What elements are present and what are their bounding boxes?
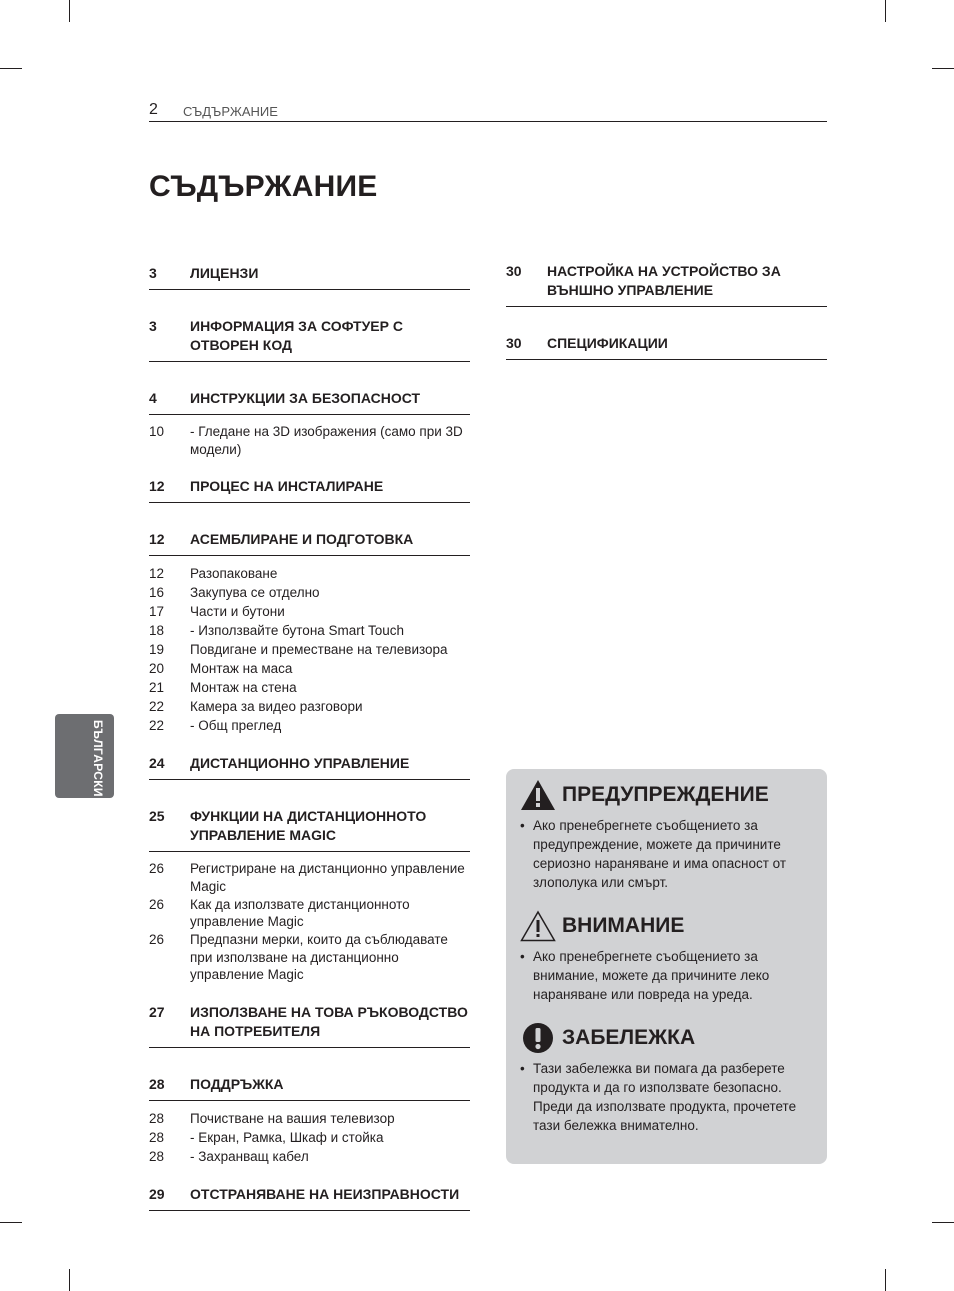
note-label: ЗАБЕЛЕЖКА (562, 1026, 696, 1049)
toc-sub-title: Разопаковане (190, 566, 278, 581)
toc-sub-entry (149, 621, 470, 640)
toc-section-heading (149, 530, 470, 556)
toc-page-number: 28 (149, 1148, 165, 1164)
toc-sub-title: Как да използвате дистанционното управление Magic (190, 896, 410, 929)
toc-page-number: 28 (149, 1075, 165, 1092)
toc-page-number: 29 (149, 1185, 165, 1202)
toc-sub-entry (149, 716, 470, 735)
toc-sub-entry (149, 697, 470, 716)
toc-sub-entry (149, 1109, 470, 1128)
toc-sub-title: - Общ преглед (190, 718, 282, 733)
toc-page-number: 21 (149, 680, 165, 695)
crop-mark (885, 0, 886, 22)
toc-section-heading (149, 1185, 470, 1211)
crop-mark (69, 0, 70, 22)
toc-page-number: 12 (149, 478, 165, 494)
toc-section-title: НАСТРОЙКА НА УСТРОЙСТВО ЗА ВЪНШНО УПРАВЛЕНИЕ (547, 263, 781, 298)
safety-notes-box (506, 769, 827, 1164)
toc-page-number: 27 (149, 1003, 165, 1020)
toc-page-number: 30 (506, 335, 522, 351)
crop-mark (932, 1222, 954, 1223)
toc-page-number: 4 (149, 390, 157, 406)
crop-mark (0, 1222, 22, 1223)
toc-section-title: ЛИЦЕНЗИ (190, 265, 259, 281)
running-header: СЪДЪРЖАНИЕ (183, 104, 278, 119)
toc-page-number: 20 (149, 661, 165, 676)
toc-sub-title: Повдигане и преместване на телевизора (190, 642, 448, 657)
toc-sub-entry (149, 659, 470, 678)
crop-mark (932, 68, 954, 69)
toc-page-number: 10 (149, 424, 165, 439)
toc-sub-entry (149, 1128, 470, 1147)
toc-section-heading (149, 1075, 470, 1101)
page-number: 2 (149, 101, 158, 118)
note-remark: ЗАБЕЛЕЖКА • Тази забележка ви помага да разберете продукта и да го използвате безопасно. Преди да използвате продукта, прочетете тази бележка внимателно. (520, 1020, 813, 1135)
crop-mark (0, 68, 22, 69)
toc-section-heading (149, 1003, 470, 1048)
header-rule (149, 121, 827, 122)
toc-sub-title: - Захранващ кабел (190, 1148, 309, 1164)
crop-mark (69, 1269, 70, 1291)
toc-sub-title: Закупува се отделно (190, 585, 320, 600)
warning-triangle-filled-icon (520, 778, 556, 812)
toc-section-heading (506, 262, 827, 307)
toc-sub-title: Камера за видео разговори (190, 699, 363, 714)
note-text: Ако пренебрегнете съобщението за предупреждение, можете да причините сериозно нараняване и има опасност от злополука или смърт. (533, 818, 787, 890)
toc-sub-entry (149, 1147, 470, 1166)
toc-section-title: ИНСТРУКЦИИ ЗА БЕЗОПАСНОСТ (190, 390, 421, 406)
toc-section-title: ПОДДРЪЖКА (190, 1075, 284, 1092)
toc-sub-title: Монтаж на маса (190, 661, 293, 676)
toc-sub-entry (149, 602, 470, 621)
toc-sub-entry (149, 678, 470, 697)
toc-sub-title: - Гледане на 3D изображения (само при 3D модели) (190, 424, 463, 457)
note-label: ПРЕДУПРЕЖДЕНИЕ (562, 783, 769, 806)
toc-section-title: ОТСТРАНЯВАНЕ НА НЕИЗПРАВНОСТИ (190, 1185, 460, 1202)
toc-right-column (506, 262, 827, 368)
toc-sub-entry (149, 583, 470, 602)
toc-sub-title: Части и бутони (190, 604, 285, 619)
toc-sub-title: - Използвайте бутона Smart Touch (190, 623, 405, 638)
note-text: Тази забележка ви помага да разберете продукта и да го използвате безопасно. Преди да използвате продукта, прочетете тази бележка внимателно. (533, 1061, 797, 1133)
note-label: ВНИМАНИЕ (562, 914, 685, 937)
toc-section-heading (149, 389, 470, 415)
toc-sub-entry (149, 423, 470, 458)
toc-section-title: ПРОЦЕС НА ИНСТАЛИРАНЕ (190, 478, 384, 494)
toc-page-number: 24 (149, 755, 165, 771)
toc-sub-title: Монтаж на стена (190, 680, 297, 695)
crop-mark (885, 1269, 886, 1291)
toc-page-number: 12 (149, 531, 165, 547)
toc-page-number: 18 (149, 623, 165, 638)
toc-page-number: 28 (149, 1129, 165, 1145)
language-tab-label: БЪЛГАРСКИ (91, 720, 105, 797)
toc-sub-entry (149, 640, 470, 659)
toc-section-heading (149, 264, 470, 290)
toc-section-title: ИЗПОЛЗВАНЕ НА ТОВА РЪКОВОДСТВО НА ПОТРЕБИТЕЛЯ (190, 1003, 468, 1039)
toc-page-number: 3 (149, 318, 157, 334)
toc-page-number: 16 (149, 585, 165, 600)
toc-section-heading (506, 334, 827, 360)
toc-sub-title: Предпазни мерки, които да съблюдавате при използване на дистанционно управление Magic (190, 932, 448, 982)
note-caution: ВНИМАНИЕ • Ако пренебрегнете съобщението за внимание, можете да причините леко нараняване или повреда на уреда. (520, 908, 813, 1004)
toc-left-column (149, 264, 470, 1219)
toc-sub-entry (149, 860, 470, 895)
toc-sub-title: Регистриране на дистанционно управление Magic (190, 861, 465, 894)
toc-page-number: 26 (149, 861, 165, 876)
note-circle-icon (520, 1021, 556, 1055)
toc-section-heading (149, 317, 470, 362)
toc-page-number: 28 (149, 1110, 165, 1126)
toc-section-title: АСЕМБЛИРАНЕ И ПОДГОТОВКА (190, 531, 414, 547)
toc-page-number: 19 (149, 642, 165, 657)
toc-page-number: 22 (149, 718, 165, 733)
toc-section-heading (149, 754, 470, 780)
toc-page-number: 12 (149, 566, 165, 581)
toc-page-number: 26 (149, 932, 165, 947)
toc-page-number: 26 (149, 896, 165, 912)
toc-sub-entry (149, 896, 470, 931)
toc-sub-title: Почистване на вашия телевизор (190, 1110, 395, 1126)
toc-sub-entry (149, 931, 470, 984)
toc-page-number: 25 (149, 808, 165, 824)
toc-page-number: 30 (506, 263, 522, 279)
language-tab (55, 714, 114, 798)
toc-section-title: ФУНКЦИИ НА ДИСТАНЦИОННОТО УПРАВЛЕНИЕ MAGIC (190, 808, 427, 843)
toc-page-number: 17 (149, 604, 165, 619)
toc-section-title: ИНФОРМАЦИЯ ЗА СОФТУЕР С ОТВОРЕН КОД (190, 318, 403, 353)
toc-sub-title: - Екран, Рамка, Шкаф и стойка (190, 1129, 384, 1145)
toc-section-title: СПЕЦИФИКАЦИИ (547, 335, 668, 351)
toc-page-number: 3 (149, 265, 157, 281)
toc-sub-entry (149, 564, 470, 583)
page-title: СЪДЪРЖАНИЕ (149, 170, 378, 203)
caution-triangle-outline-icon (520, 909, 556, 943)
note-text: Ако пренебрегнете съобщението за внимание, можете да причините леко нараняване или повреда на уреда. (533, 949, 770, 1002)
toc-section-heading (149, 477, 470, 503)
toc-section-title: ДИСТАНЦИОННО УПРАВЛЕНИЕ (190, 755, 410, 771)
note-warning: ПРЕДУПРЕЖДЕНИЕ • Ако пренебрегнете съобщението за предупреждение, можете да причините сериозно нараняване и има опасност от злополука или смърт. (520, 777, 813, 892)
toc-page-number: 22 (149, 699, 165, 714)
toc-section-heading (149, 807, 470, 852)
